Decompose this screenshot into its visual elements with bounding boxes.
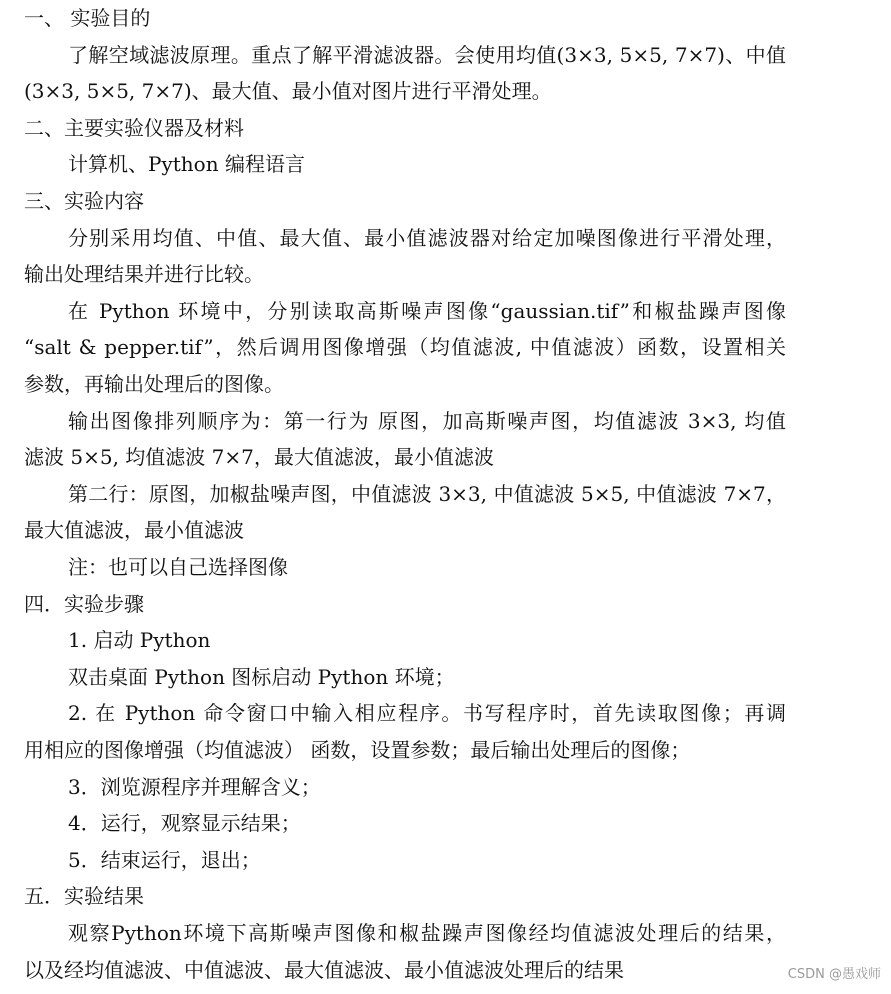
section-heading-5: 五．实验结果 xyxy=(24,884,144,909)
step-line: 4．运行，观察显示结果； xyxy=(68,811,301,836)
note-line: 注：也可以自己选择图像 xyxy=(68,555,288,579)
step-line: 2. 在 Python 命令窗口中输入相应程序。书写程序时，首先读取图像；再调 xyxy=(68,701,786,726)
paragraph-line: 第二行：原图，加椒盐噪声图，中值滤波 3×3, 中值滤波 5×5, 中值滤波 7×7， xyxy=(68,481,786,506)
step-line: 1. 启动 Python xyxy=(68,628,211,653)
paragraph-line: “salt & pepper.tif”，然后调用图像增强（均值滤波, 中值滤波）函数，设置相关 xyxy=(24,335,786,360)
paragraph-line: 滤波 5×5, 均值滤波 7×7，最大值滤波，最小值滤波 xyxy=(24,445,494,470)
paragraph-line: 输出图像排列顺序为：第一行为 原图，加高斯噪声图，均值滤波 3×3, 均值 xyxy=(68,408,786,433)
paragraph-line: 参数，再输出处理后的图像。 xyxy=(24,372,284,396)
paragraph-line: 在 Python 环境中，分别读取高斯噪声图像“gaussian.tif”和椒盐躁声图像 xyxy=(68,298,786,323)
paragraph-line: 分别采用均值、中值、最大值、最小值滤波器对给定加噪图像进行平滑处理， xyxy=(68,225,786,250)
paragraph-line: 以及经均值滤波、中值滤波、最大值滤波、最小值滤波处理后的结果 xyxy=(24,957,624,982)
step-line: 3．浏览源程序并理解含义； xyxy=(68,774,321,799)
step-line: 双击桌面 Python 图标启动 Python 环境； xyxy=(68,664,455,689)
paragraph-line: (3×3, 5×5, 7×7)、最大值、最小值对图片进行平滑处理。 xyxy=(24,79,552,104)
paragraph-line: 了解空域滤波原理。重点了解平滑滤波器。会使用均值(3×3, 5×5, 7×7)、中值 xyxy=(68,42,786,67)
step-line: 用相应的图像增强（均值滤波） 函数，设置参数；最后输出处理后的图像； xyxy=(24,738,691,762)
csdn-watermark: CSDN @愚戏师 xyxy=(787,967,881,982)
paragraph-line: 最大值滤波，最小值滤波 xyxy=(24,518,244,543)
paragraph-line: 输出处理结果并进行比较。 xyxy=(24,262,264,287)
section-heading-3: 三、实验内容 xyxy=(24,189,144,213)
step-line: 5．结束运行，退出； xyxy=(68,847,261,872)
section-heading-2: 二、主要实验仪器及材料 xyxy=(24,115,244,140)
section-heading-1: 一、 实验目的 xyxy=(24,6,151,30)
paragraph-line: 计算机、Python 编程语言 xyxy=(68,152,305,177)
paragraph-line: 观察Python环境下高斯噪声图像和椒盐躁声图像经均值滤波处理后的结果， xyxy=(68,921,786,945)
section-heading-4: 四．实验步骤 xyxy=(24,591,144,616)
